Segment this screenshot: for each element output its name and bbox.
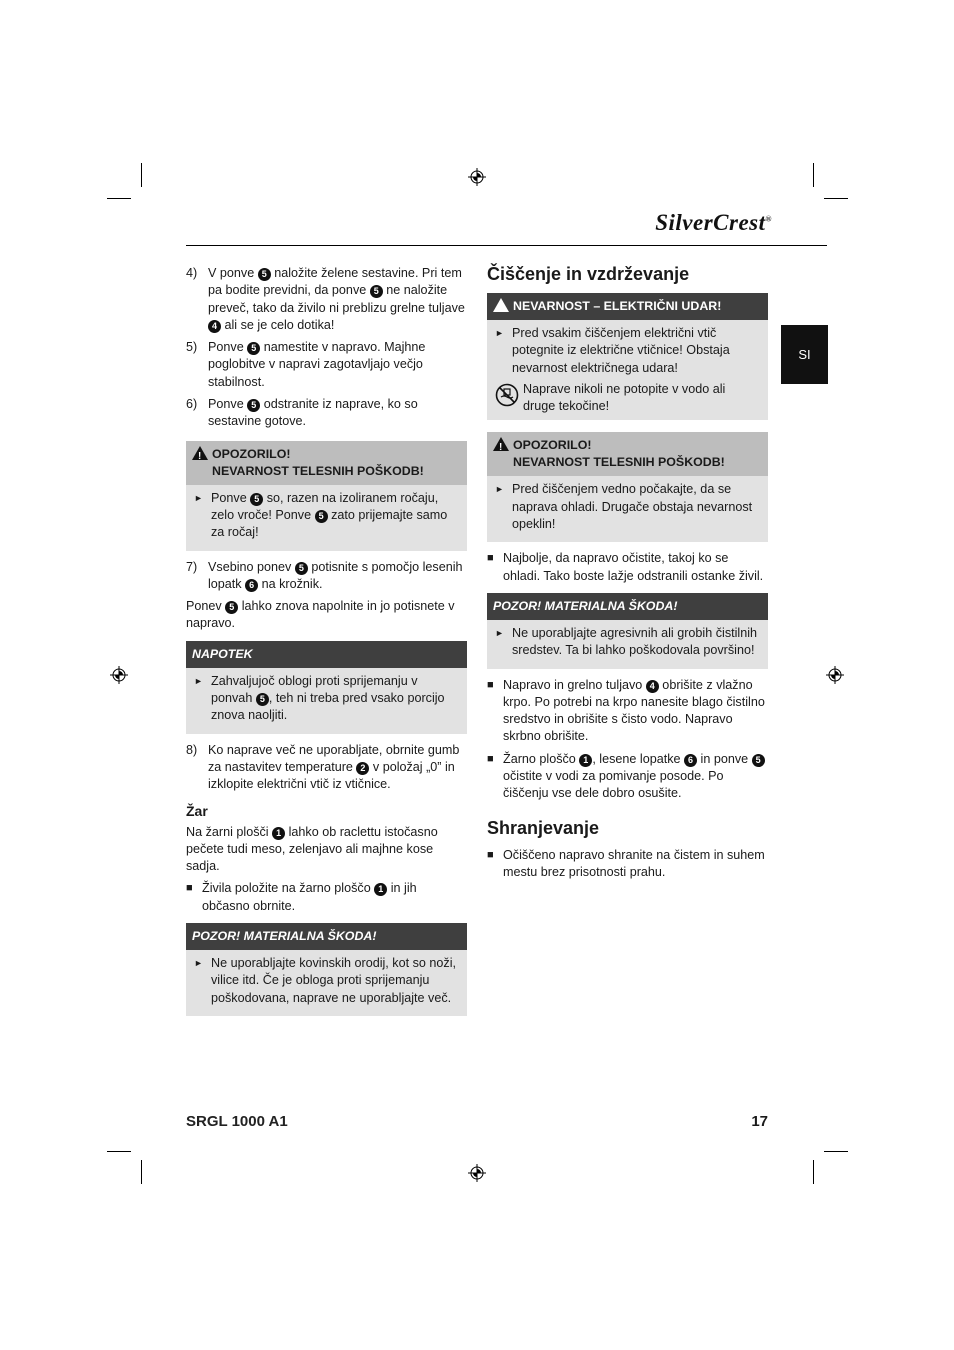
part-number-badge: 1 bbox=[272, 827, 285, 840]
text-segment: na krožnik. bbox=[258, 576, 323, 591]
part-number-badge: 5 bbox=[225, 601, 238, 614]
text-segment: očistite v vodi za pomivanje posode. Po čiščenju vse dele dobro osušite. bbox=[503, 769, 724, 801]
registration-mark-icon bbox=[468, 1164, 486, 1182]
no-immersion-note: Naprave nikoli ne potopite v vodo ali druge tekočine! bbox=[495, 381, 760, 416]
caution-box-material bbox=[186, 923, 467, 1016]
text-segment: Ponve bbox=[208, 397, 248, 412]
left-column bbox=[186, 265, 467, 1024]
part-number-badge: 1 bbox=[374, 883, 387, 896]
part-number-badge: 5 bbox=[256, 693, 269, 706]
caution-box-title: POZOR! MATERIALNA ŠKODA! bbox=[487, 593, 768, 620]
text-segment: Ponve bbox=[208, 340, 248, 355]
crop-mark bbox=[141, 1160, 142, 1184]
text-segment: in jih občasno obrnite. bbox=[202, 881, 417, 913]
text-segment: potisnite s pomočjo lesenih lopatk bbox=[208, 559, 463, 591]
text-segment: Ko naprave več ne uporabljate, obrnite gumb za nastavitev temperature bbox=[208, 742, 460, 774]
crop-mark bbox=[107, 1151, 131, 1152]
part-number-badge: 5 bbox=[247, 342, 260, 355]
text-segment: lahko znova napolnite in jo potisnete v napravo. bbox=[186, 599, 455, 631]
caution-box-material-2 bbox=[487, 593, 768, 669]
text-segment: odstranite iz naprave, ko so sestavine gotove. bbox=[208, 397, 418, 429]
step-5: 5) Ponve 5 namestite v napravo. Majhne poglobitve v napravi zagotavljajo večjo stabilnost. bbox=[186, 340, 426, 389]
text-segment: obrišite z vlažno krpo. Po potrebi na krpo nanesite blago čistilno sredstvo in obrišite s čisto vodo. Napravo skrbno obrišite. bbox=[503, 677, 765, 744]
step-8: 8) Ko naprave več ne uporabljate, obrnite gumb za nastavitev temperature 2 v položaj „0” in izklopite električni vtič iz vtičnice. bbox=[186, 742, 460, 792]
right-column bbox=[487, 263, 768, 886]
part-number-badge: 4 bbox=[208, 320, 221, 333]
warning-triangle-icon bbox=[493, 298, 509, 312]
registration-mark-icon bbox=[468, 168, 486, 186]
text-segment: V ponve bbox=[208, 266, 258, 280]
grill-heading: Žar bbox=[186, 802, 208, 819]
part-number-badge: 4 bbox=[646, 680, 659, 693]
part-number-badge: 6 bbox=[245, 579, 258, 592]
warning-triangle-icon bbox=[493, 437, 509, 451]
crop-mark bbox=[824, 198, 848, 199]
part-number-badge: 5 bbox=[250, 493, 263, 506]
storage-heading: Shranjevanje bbox=[487, 817, 600, 838]
page-number: 17 bbox=[751, 1113, 768, 1130]
warning-item: ► Ponve 5 so, razen na izoliranem ročaju, zelo vroče! Ponve 5 zato prijemajte samo za ročaj! bbox=[194, 490, 448, 540]
part-number-badge: 5 bbox=[752, 754, 765, 767]
text-segment: Napravo in grelno tuljavo bbox=[503, 677, 646, 692]
text-segment: so, razen na izoliranem ročaju, zelo vroče! Ponve bbox=[211, 490, 439, 522]
text-segment: v položaj „0” in izklopite električni vtič iz vtičnice. bbox=[208, 759, 455, 792]
step-4: 4) V ponve 5 naložite želene sestavine. Pri tem pa bodite previdni, da ponve 5 ne naložite preveč, tako da živilo ni preblizu grelne tuljave 4 ali se je celo dotika! bbox=[186, 266, 465, 332]
text-segment: namestite v napravo. Majhne poglobitve v napravi zagotavljajo večjo stabilnost. bbox=[208, 340, 426, 389]
danger-item: ► Pred vsakim čiščenjem električni vtič potegnite iz električne vtičnice! Obstaja nevarnost električnega udara! bbox=[495, 326, 730, 375]
part-number-badge: 1 bbox=[579, 754, 592, 767]
text-segment: Vsebino ponev bbox=[208, 559, 295, 574]
model-label: SRGL 1000 A1 bbox=[186, 1113, 288, 1130]
text-segment: Žarno ploščo bbox=[503, 751, 580, 766]
part-number-badge: 2 bbox=[356, 762, 369, 775]
registration-mark-icon bbox=[826, 666, 844, 684]
part-number-badge: 6 bbox=[684, 754, 697, 767]
tip-box bbox=[186, 641, 467, 734]
wipe-bullet: ■ Napravo in grelno tuljavo 4 obrišite z vlažno krpo. Po potrebi na krpo nanesite blago čistilno sredstvo in obrišite s čisto vodo. Napravo skrbno obrišite. bbox=[487, 677, 765, 744]
part-number-badge: 5 bbox=[295, 562, 308, 575]
part-number-badge: 5 bbox=[370, 285, 383, 298]
text-segment: Na žarni plošči bbox=[186, 824, 273, 839]
warning-triangle-icon bbox=[192, 446, 208, 460]
store-bullet: ■ Očiščeno napravo shranite na čistem in suhem mestu brez prisotnosti prahu. bbox=[487, 847, 765, 879]
text-segment: , teh ni treba pred vsako porcijo znova naoljiti. bbox=[211, 691, 445, 723]
no-immersion-icon bbox=[495, 383, 519, 407]
text-segment: , lesene lopatke bbox=[592, 751, 685, 766]
text-segment: Živila položite na žarno ploščo bbox=[202, 881, 375, 896]
crop-mark bbox=[813, 163, 814, 187]
parts-bullet: ■ Žarno ploščo 1 , lesene lopatke 6 in ponve 5 očistite v vodi za pomivanje posode. Po čiščenju vse dele dobro osušite. bbox=[487, 751, 768, 803]
caution-item: ► Ne uporabljajte kovinskih orodij, kot so noži, vilice itd. Če je obloga proti sprijemanju poškodovana, naprave ne uporabljajte več. bbox=[194, 956, 457, 1005]
refill-text bbox=[186, 598, 467, 633]
text-segment: ali se je celo dotika! bbox=[221, 317, 335, 332]
tip-box-title: NAPOTEK bbox=[186, 641, 467, 668]
cleaning-heading: Čiščenje in vzdrževanje bbox=[487, 264, 690, 284]
text-segment: lahko ob raclettu istočasno pečete tudi meso, zelenjavo ali majhne kose sadja. bbox=[186, 824, 438, 874]
text-segment: ne naložite preveč, tako da živilo ni preblizu grelne tuljave bbox=[208, 283, 465, 315]
crop-mark bbox=[824, 1151, 848, 1152]
header-rule bbox=[186, 245, 827, 246]
step-6: 6) Ponve 5 odstranite iz naprave, ko so sestavine gotove. bbox=[186, 397, 418, 429]
warning-box-burn bbox=[487, 432, 768, 542]
warning-item: ► Pred čiščenjem vedno počakajte, da se naprava ohladi. Drugače obstaja nevarnost opeklin! bbox=[495, 482, 753, 532]
caution-box-title: POZOR! MATERIALNA ŠKODA! bbox=[186, 923, 467, 950]
warning-box-injury bbox=[186, 441, 467, 551]
warning-box-title: !OPOZORILO! NEVARNOST TELESNIH POŠKODB! bbox=[186, 441, 467, 485]
text-segment: naložite želene sestavine. Pri tem pa bodite previdni, da ponve bbox=[208, 266, 462, 298]
crop-mark bbox=[141, 163, 142, 187]
danger-box-electric bbox=[487, 293, 768, 420]
part-number-badge: 5 bbox=[315, 510, 328, 523]
cool-bullet: ■ Najbolje, da napravo očistite, takoj ko se ohladi. Tako boste lažje odstranili ostanke živil. bbox=[487, 551, 764, 583]
danger-box-title: !NEVARNOST – ELEKTRIČNI UDAR! bbox=[487, 293, 768, 320]
text-segment: in ponve bbox=[697, 751, 752, 766]
warning-box-title: !OPOZORILO! NEVARNOST TELESNIH POŠKODB! bbox=[487, 432, 768, 476]
crop-mark bbox=[813, 1160, 814, 1184]
grill-text bbox=[186, 824, 467, 876]
caution-item: ► Ne uporabljajte agresivnih ali grobih čistilnih sredstev. Ta bi lahko poškodovala površino! bbox=[495, 625, 758, 658]
tip-item: ► Zahvaljujoč oblogi proti sprijemanju v ponvah 5 , teh ni treba pred vsako porcijo znova naoljiti. bbox=[194, 673, 445, 723]
text-segment: Ponev bbox=[186, 599, 226, 614]
registration-mark-icon bbox=[110, 666, 128, 684]
text-segment: Zahvaljujoč oblogi proti sprijemanju v ponvah bbox=[211, 673, 418, 706]
crop-mark bbox=[107, 198, 131, 199]
language-tab: SI bbox=[781, 325, 828, 384]
brand-logo: SilverCrest® bbox=[655, 210, 772, 235]
grill-bullet: ■ Živila položite na žarno ploščo 1 in jih občasno obrnite. bbox=[186, 881, 417, 913]
text-segment: Ponve bbox=[211, 490, 251, 505]
step-7: 7) Vsebino ponev 5 potisnite s pomočjo lesenih lopatk 6 na krožnik. bbox=[186, 559, 463, 591]
text-segment: zato prijemajte samo za ročaj! bbox=[211, 507, 448, 540]
part-number-badge: 5 bbox=[247, 399, 260, 412]
part-number-badge: 5 bbox=[258, 268, 271, 281]
